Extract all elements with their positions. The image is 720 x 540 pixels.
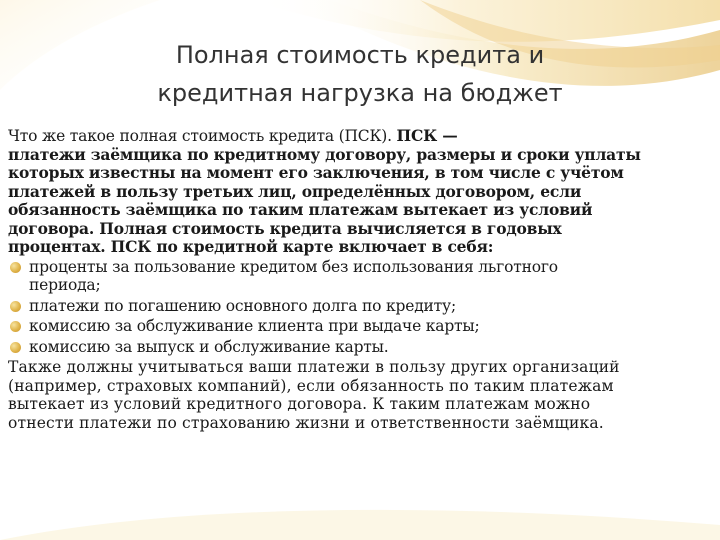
list-item <box>8 338 714 357</box>
list-item-text: проценты за пользование кредитом без использования льготного периода; <box>29 257 558 294</box>
outro-paragraph: Также должны учитываться ваши платежи в пользу других организаций (например, страховых компаний), если обязанность по таким платежам вытекает из условий кредитного договора. К таким платежам можно отнести платежи по страхованию жизни и ответственности заёмщика. <box>8 358 620 432</box>
list-item <box>8 317 714 336</box>
bullet-icon <box>10 262 21 273</box>
bullet-icon <box>10 342 21 353</box>
intro-definition-text: ПСК — платежи заёмщика по кредитному договору, размеры и сроки уплаты которых известны на момент его заключения, в том числе с учётом платежей в пользу третьих лиц, определённых договором, если обязанность заёмщика по таким платежам вытекает из условий договора. Полная стоимость кредита вычисляется в годовых процентах. ПСК по кредитной карте включает в себя: <box>8 126 641 256</box>
intro-lead-text: Что же такое полная стоимость кредита (ПСК). <box>8 127 397 145</box>
list-item <box>8 297 714 316</box>
slide-title-line-1: Полная стоимость кредита и <box>175 41 545 69</box>
slide-body <box>8 127 714 432</box>
list-item-text: комиссию за обслуживание клиента при выдаче карты; <box>29 317 480 335</box>
slide-title-line-2: кредитная нагрузка на бюджет <box>157 79 563 107</box>
bullet-icon <box>10 321 21 332</box>
list-item <box>8 258 714 295</box>
list-item-text: платежи по погашению основного долга по кредиту; <box>29 296 456 315</box>
intro-paragraph <box>8 127 714 257</box>
slide-title <box>100 36 620 112</box>
list-item-text: комиссию за выпуск и обслуживание карты. <box>29 337 389 356</box>
bullet-icon <box>10 301 21 312</box>
psk-components-list <box>8 258 714 357</box>
